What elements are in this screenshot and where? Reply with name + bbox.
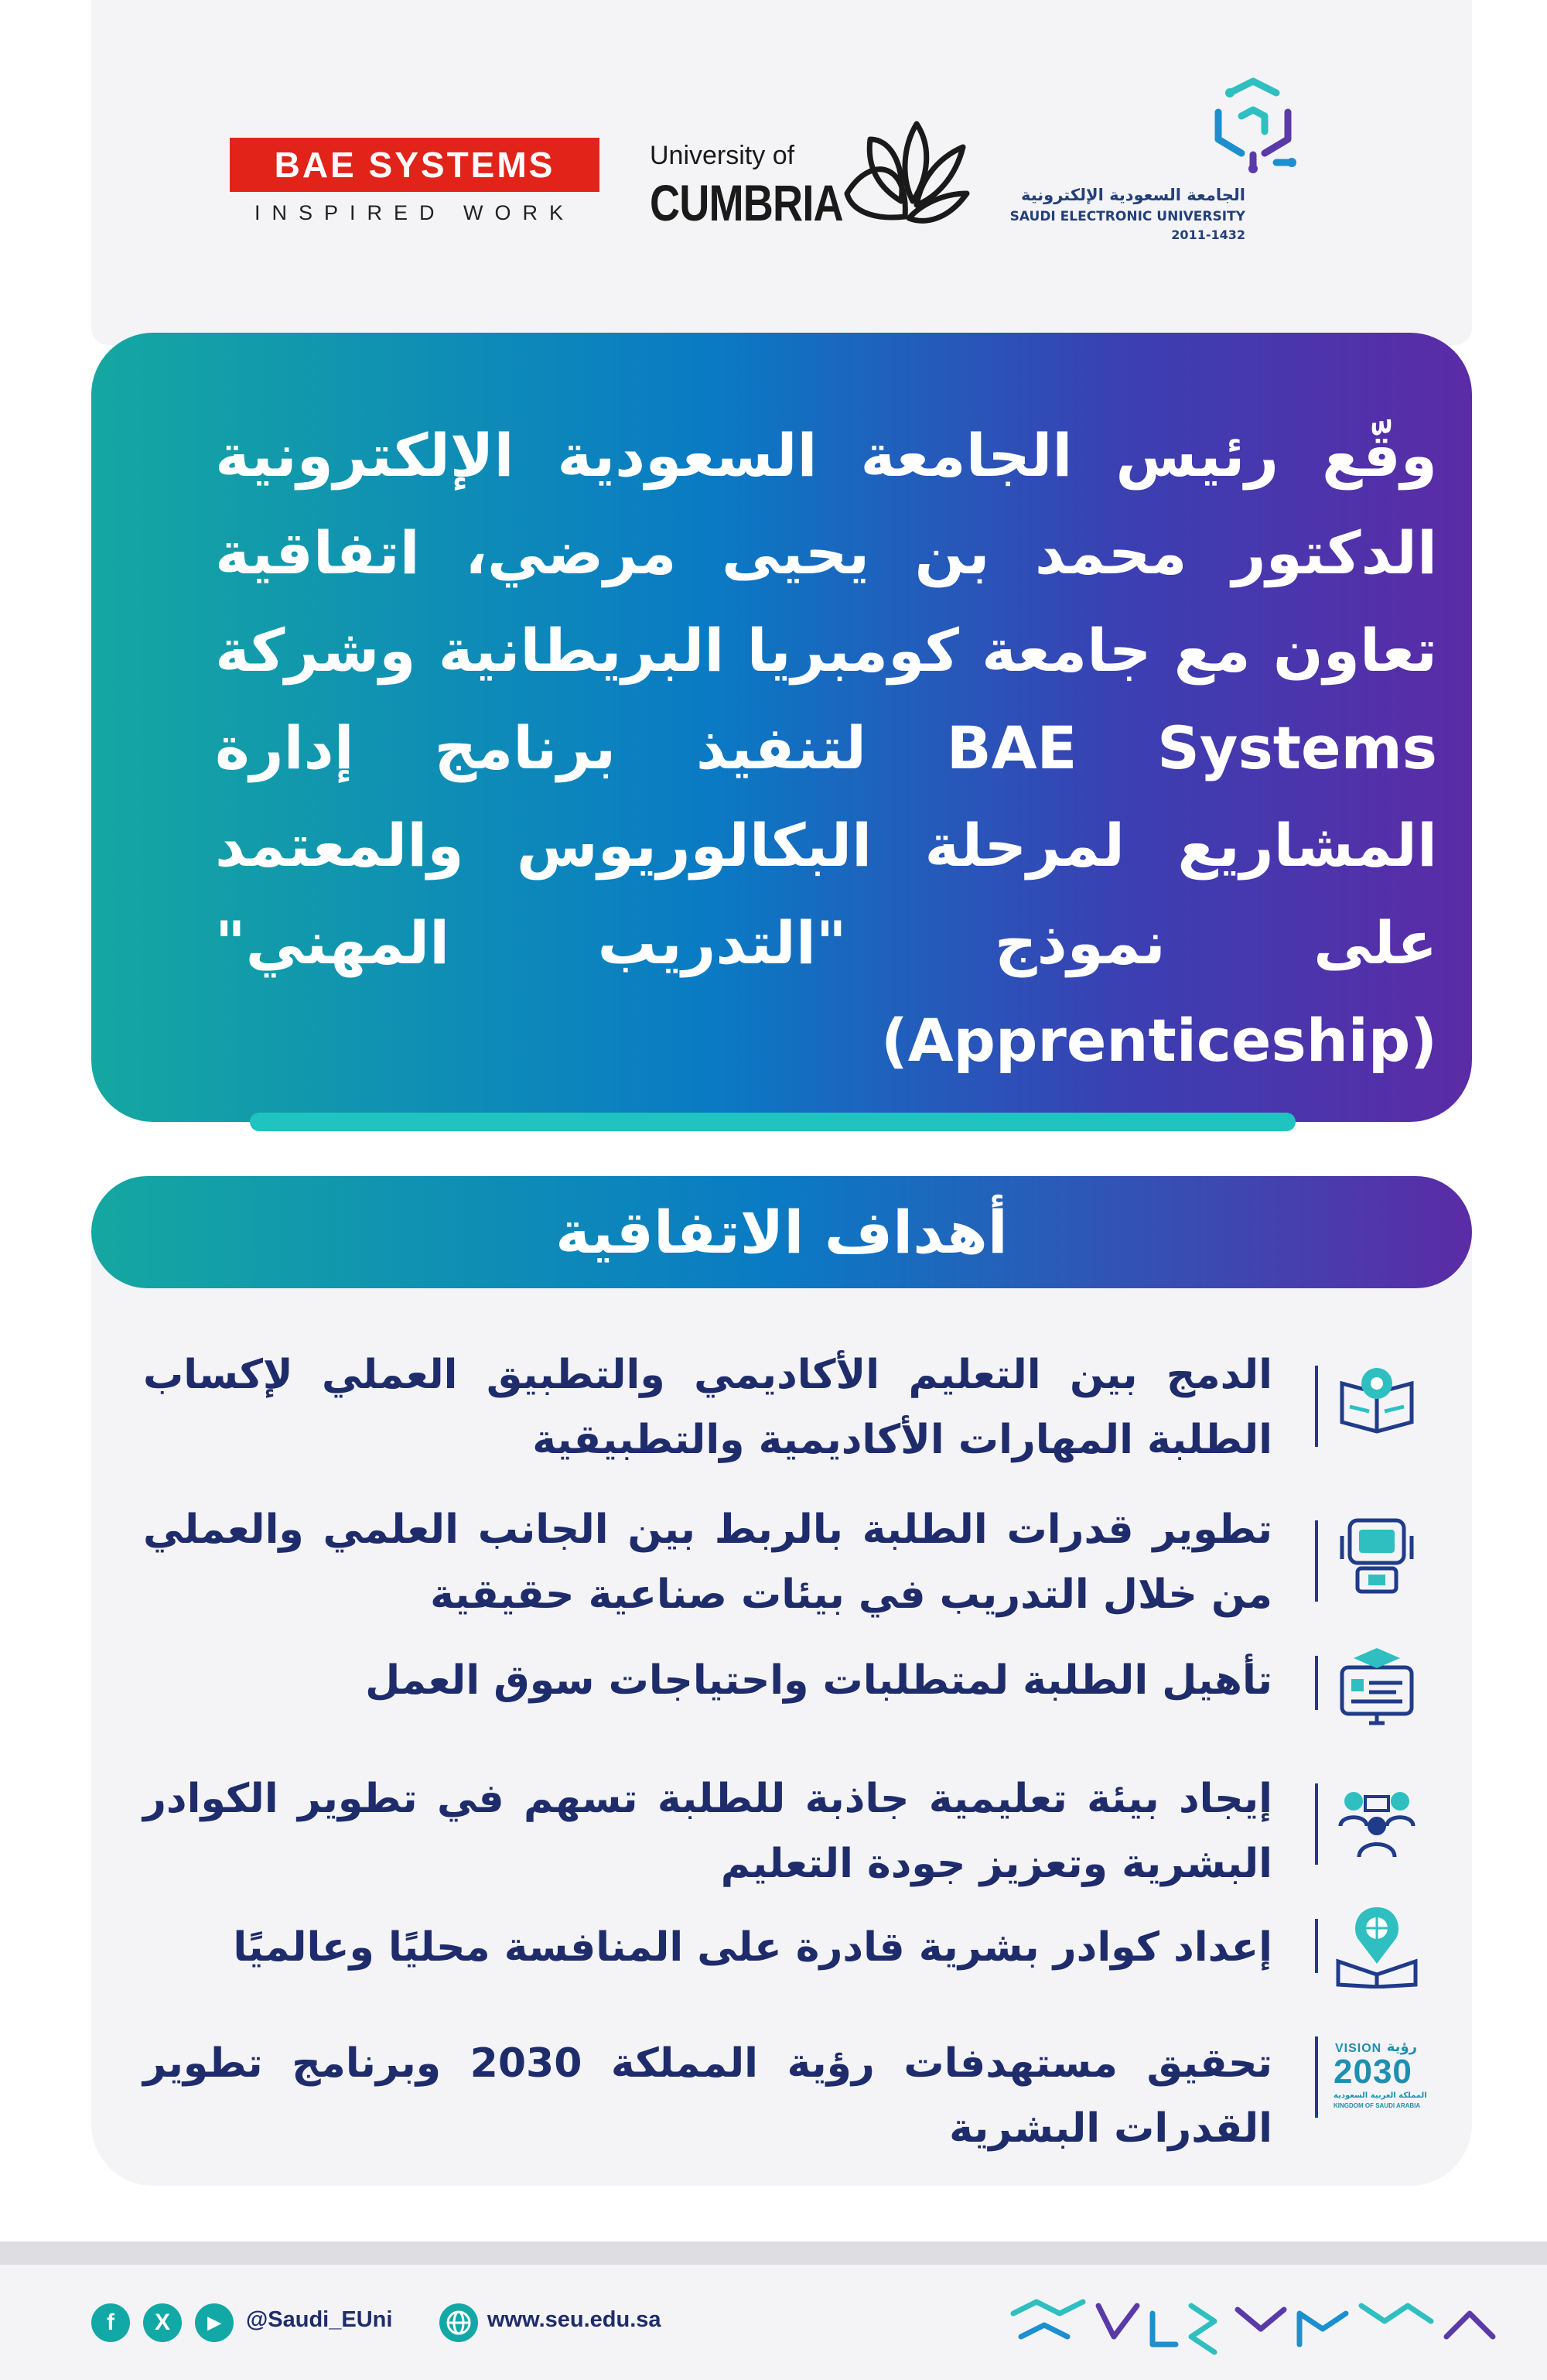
seu-name-english: SAUDI ELECTRONIC UNIVERSITY bbox=[1009, 209, 1245, 224]
facebook-icon[interactable]: f bbox=[91, 2303, 130, 2342]
goal-text: الدمج بين التعليم الأكاديمي والتطبيق العملي لإكساب الطلبة المهارات الأكاديمية والتطبيقية bbox=[143, 1352, 1272, 1463]
goal-divider bbox=[1315, 1520, 1318, 1602]
goals-title: أهداف الاتفاقية bbox=[555, 1198, 1008, 1267]
goal-text: تحقيق مستهدفات رؤية المملكة 2030 وبرنامج تطوير القدرات البشرية bbox=[143, 2040, 1272, 2152]
goal-divider bbox=[1315, 1919, 1318, 1973]
decorative-pattern-icon bbox=[1006, 2290, 1501, 2360]
goal-text: إيجاد بيئة تعليمية جاذبة للطلبة تسهم في تطوير الكوادر البشرية وتعزيز جودة التعليم bbox=[143, 1776, 1272, 1887]
vision-kingdom-english: KINGDOM OF SAUDI ARABIA bbox=[1334, 2102, 1421, 2109]
goal-text: تطوير قدرات الطلبة بالربط بين الجانب العلمي والعملي من خلال التدريب في بيئات صناعية حقيقية bbox=[143, 1506, 1272, 1618]
seu-emblem-icon bbox=[1207, 77, 1299, 178]
x-icon[interactable]: X bbox=[143, 2303, 182, 2342]
bae-logo-tagline: INSPIRED WORK bbox=[254, 201, 575, 224]
goal-divider bbox=[1315, 1656, 1318, 1710]
globe-book-icon bbox=[1334, 1903, 1419, 1988]
book-gear-icon bbox=[1334, 1360, 1419, 1445]
youtube-icon[interactable]: ▶ bbox=[195, 2303, 234, 2342]
goal-item bbox=[143, 2031, 1272, 2161]
goal-text: تأهيل الطلبة لمتطلبات واحتياجات سوق العمل bbox=[365, 1657, 1272, 1704]
goal-item bbox=[143, 1342, 1272, 1472]
goals-header bbox=[91, 1176, 1472, 1288]
globe-icon[interactable] bbox=[439, 2303, 478, 2342]
social-handle[interactable]: @Saudi_EUni bbox=[246, 2307, 393, 2332]
accent-bar bbox=[250, 1113, 1296, 1131]
goal-text: إعداد كوادر بشرية قادرة على المنافسة محليًا وعالميًا bbox=[233, 1924, 1272, 1971]
seu-years: 2011-1432 bbox=[1171, 227, 1245, 242]
announcement-text: وقّع رئيس الجامعة السعودية الإلكترونية الدكتور محمد بن يحيى مرضي، اتفاقية تعاون مع جامعة كومبريا البريطانية وشركة BAE Systems لتنفيذ برنامج إدارة المشاريع لمرحلة البكالوريوس والمعتمد على نموذج "التدريب المهني" (Apprenticeship) bbox=[215, 421, 1437, 1075]
bae-logo-name: BAE SYSTEMS bbox=[230, 138, 599, 192]
leaf-cluster-icon bbox=[839, 108, 971, 232]
university-of-cumbria-logo bbox=[650, 108, 975, 232]
vision-2030-logo bbox=[1330, 2039, 1427, 2116]
goal-divider bbox=[1315, 2036, 1318, 2118]
partner-logos bbox=[0, 0, 1547, 345]
goal-divider bbox=[1315, 1366, 1318, 1447]
group-study-icon bbox=[1334, 1780, 1419, 1865]
goal-item bbox=[143, 1648, 1272, 1713]
footer-strip bbox=[0, 2242, 1547, 2265]
vision-label: VISION bbox=[1335, 2042, 1382, 2055]
bae-systems-logo bbox=[230, 138, 599, 225]
vision-year: 2030 bbox=[1334, 2053, 1412, 2091]
goal-item bbox=[143, 1497, 1272, 1627]
goal-divider bbox=[1315, 1783, 1318, 1865]
vision-label-arabic: رؤية bbox=[1386, 2039, 1417, 2055]
vision-kingdom-arabic: المملكة العربية السعودية bbox=[1334, 2091, 1427, 2100]
graduate-monitor-icon bbox=[1334, 1644, 1419, 1729]
website-link[interactable]: www.seu.edu.sa bbox=[487, 2307, 661, 2332]
cumbria-logo-name: CUMBRIA bbox=[650, 174, 843, 231]
saudi-electronic-university-logo bbox=[1006, 77, 1269, 255]
book-chip-icon bbox=[1334, 1513, 1419, 1598]
goal-item bbox=[143, 1766, 1272, 1896]
announcement-panel bbox=[91, 333, 1472, 1122]
seu-name-arabic: الجامعة السعودية الإلكترونية bbox=[1020, 186, 1245, 204]
goal-item bbox=[143, 1915, 1272, 1980]
cumbria-logo-prefix: University of bbox=[650, 141, 795, 170]
